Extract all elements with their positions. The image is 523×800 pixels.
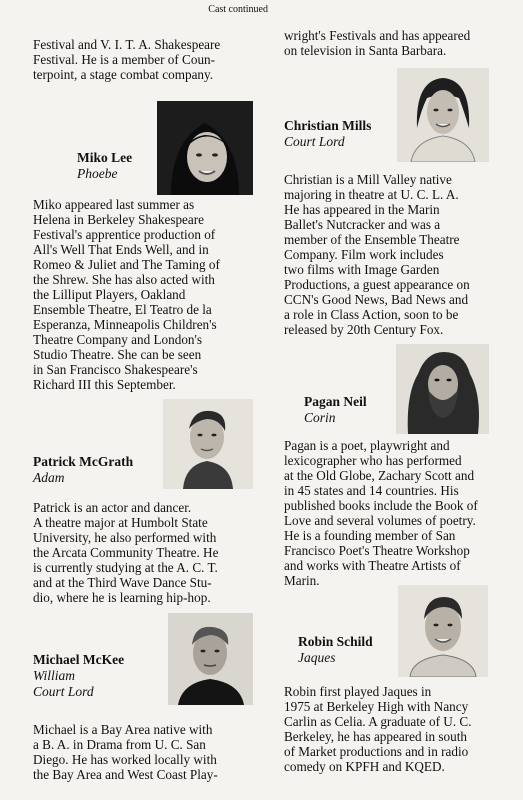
text-line: A theatre major at Humbolt State [33, 515, 208, 530]
text-line: dio, where he is learning hip-hop. [33, 590, 211, 605]
text-line: Festival's apprentice production of [33, 227, 216, 242]
text-line: and at the Third Wave Dance Stu- [33, 575, 212, 590]
text-line: He has appeared in the Marin [284, 202, 440, 217]
text-line: the Shrew. She has also acted with [33, 272, 215, 287]
miko-lee-role: Phoebe [77, 166, 118, 181]
intro-paragraph [33, 37, 268, 82]
headshot-image [163, 399, 253, 489]
text-line: Festival. He is a member of Coun- [33, 52, 216, 67]
headshot-image [397, 68, 489, 162]
text-line: Berkeley, he has appeared in south [284, 729, 467, 744]
michael-mckee-photo [168, 613, 253, 705]
text-line: University, he also performed with [33, 530, 217, 545]
text-line: Ensemble Theatre, El Teatro de la [33, 302, 212, 317]
michael-mckee-role-2: Court Lord [33, 684, 94, 699]
christian-mills-bio [284, 172, 519, 337]
text-line: on television in Santa Barbara. [284, 43, 447, 58]
michael-mckee-bio [33, 722, 268, 782]
text-line: wright's Festivals and has appeared [284, 28, 471, 43]
intro-paragraph-right [284, 28, 519, 58]
text-line: Carlin as Celia. A graduate of U. C. [284, 714, 472, 729]
christian-mills-photo [397, 68, 489, 162]
headshot-image [168, 613, 253, 705]
robin-schild-photo [398, 585, 488, 677]
patrick-mcgrath-bio [33, 500, 268, 605]
text-line: published books include the Book of [284, 498, 478, 513]
text-line: Christian is a Mill Valley native [284, 172, 452, 187]
patrick-mcgrath-role: Adam [33, 470, 65, 485]
headshot-image [157, 101, 253, 195]
text-line: He is a founding member of San [284, 528, 456, 543]
text-line: Romeo & Juliet and The Taming of [33, 257, 220, 272]
text-line: is currently studying at the A. C. T. [33, 560, 218, 575]
text-line: Ballet's Nutcracker and was a [284, 217, 441, 232]
text-line: in San Francisco Shakespeare's [33, 362, 198, 377]
headshot-image [396, 344, 489, 434]
text-line: of Market productions and in radio [284, 744, 469, 759]
text-line: a B. A. in Drama from U. C. San [33, 737, 206, 752]
text-line: the Bay Area and West Coast Play- [33, 767, 218, 782]
pagan-neil-photo [396, 344, 489, 434]
text-line: a role in Class Action, soon to be [284, 307, 459, 322]
text-line: Festival and V. I. T. A. Shakespeare [33, 37, 221, 52]
text-line: in 45 states and 14 countries. His [284, 483, 459, 498]
robin-schild-name: Robin Schild [298, 634, 373, 649]
text-line: Michael is a Bay Area native with [33, 722, 213, 737]
pagan-neil-role: Corin [304, 410, 336, 425]
miko-lee-photo [157, 101, 253, 195]
text-line: 1975 at Berkeley High with Nancy [284, 699, 469, 714]
text-line: majoring in theatre at U. C. L. A. [284, 187, 459, 202]
text-line: Marin. [284, 573, 320, 588]
text-line: Robin first played Jaques in [284, 684, 432, 699]
pagan-neil-bio [284, 438, 519, 588]
text-line: member of the Ensemble Theatre [284, 232, 460, 247]
robin-schild-bio [284, 684, 519, 774]
text-line: at the Old Globe, Zachary Scott and [284, 468, 475, 483]
text-line: and works with Theatre Artists of [284, 558, 461, 573]
text-line: Francisco Poet's Theatre Workshop [284, 543, 470, 558]
text-line: Diego. He has worked locally with [33, 752, 217, 767]
text-line: CCN's Good News, Bad News and [284, 292, 469, 307]
miko-lee-name: Miko Lee [77, 150, 133, 165]
text-line: Love and several volumes of poetry. [284, 513, 476, 528]
text-line: Patrick is an actor and dancer. [33, 500, 192, 515]
christian-mills-name: Christian Mills [284, 118, 372, 133]
text-line: Miko appeared last summer as [33, 197, 195, 212]
pagan-neil-name: Pagan Neil [304, 394, 367, 409]
michael-mckee-role: William [33, 668, 76, 683]
text-line: comedy on KPFH and KQED. [284, 759, 445, 774]
text-line: All's Well That Ends Well, and in [33, 242, 209, 257]
miko-lee-bio [33, 197, 268, 392]
michael-mckee-name: Michael McKee [33, 652, 125, 667]
text-line: Richard III this September. [33, 377, 176, 392]
text-line: the Lilliput Players, Oakland [33, 287, 186, 302]
text-line: Helena in Berkeley Shakespeare [33, 212, 204, 227]
text-line: Esperanza, Minneapolis Children's [33, 317, 217, 332]
robin-schild-role: Jaques [298, 650, 336, 665]
text-line: lexicographer who has performed [284, 453, 462, 468]
text-line: Productions, a guest appearance on [284, 277, 470, 292]
text-line: Theatre Company and London's [33, 332, 203, 347]
christian-mills-role: Court Lord [284, 134, 345, 149]
cast-continued-note: Cast continued [208, 4, 268, 15]
text-line: released by 20th Century Fox. [284, 322, 444, 337]
patrick-mcgrath-photo [163, 399, 253, 489]
text-line: Pagan is a poet, playwright and [284, 438, 450, 453]
text-line: two films with Image Garden [284, 262, 440, 277]
text-line: Studio Theatre. She can be seen [33, 347, 202, 362]
text-line: Company. Film work includes [284, 247, 444, 262]
text-line: terpoint, a stage combat company. [33, 67, 214, 82]
patrick-mcgrath-name: Patrick McGrath [33, 454, 134, 469]
headshot-image [398, 585, 488, 677]
text-line: the Arcata Community Theatre. He [33, 545, 219, 560]
